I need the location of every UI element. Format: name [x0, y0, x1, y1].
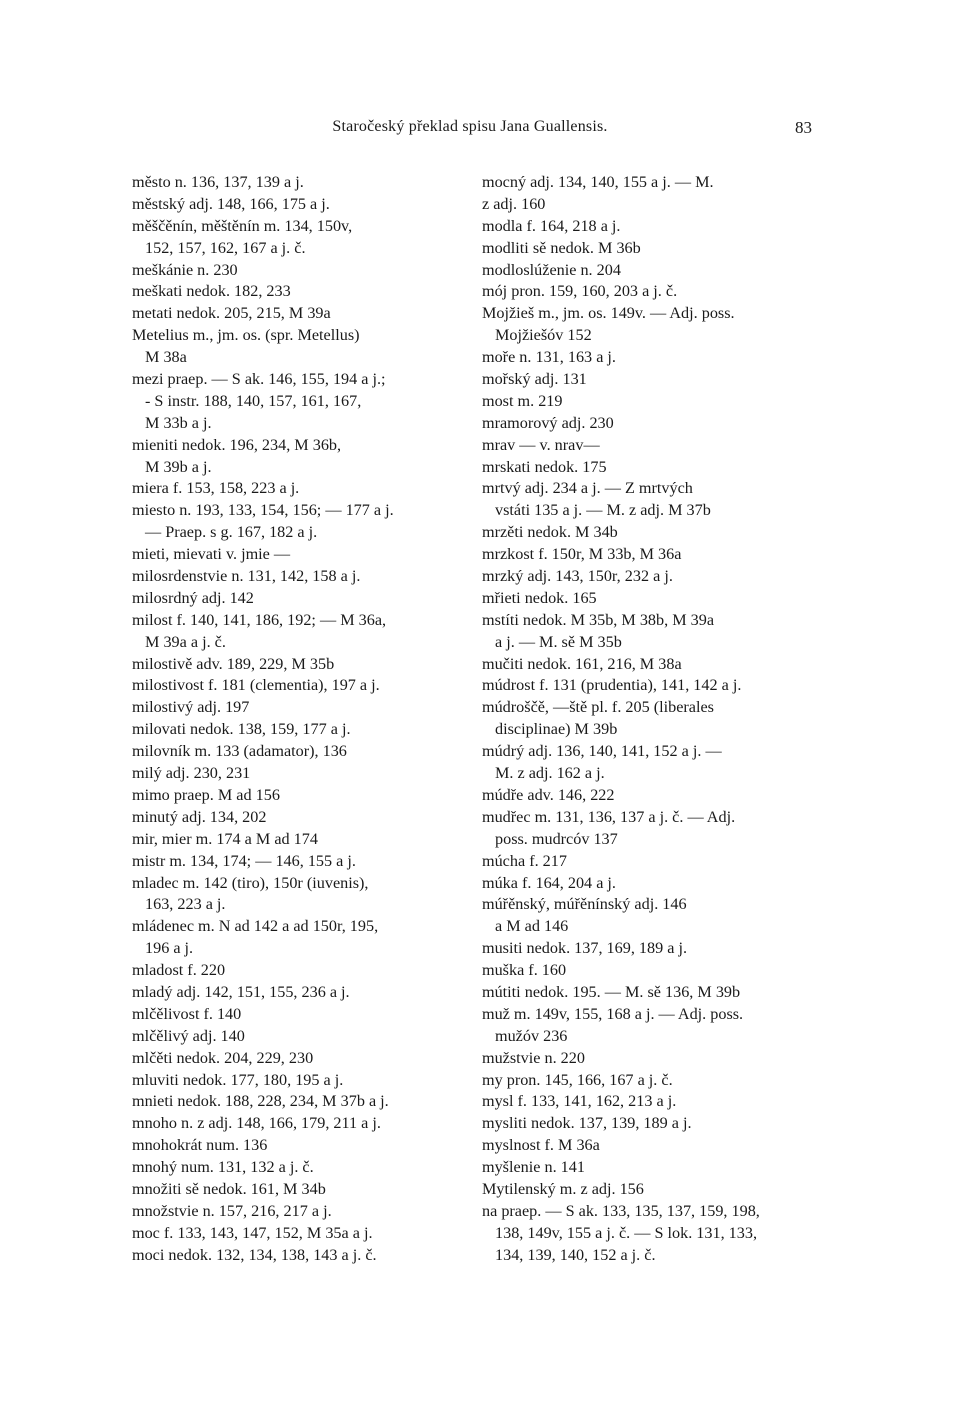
index-entry-line: M 38a [145, 348, 187, 367]
index-entry-line: milovník m. 133 (adamator), 136 [132, 742, 347, 761]
index-entry-line: M 33b a j. [145, 413, 212, 432]
index-entry-line: mocný adj. 134, 140, 155 a j. — M. [482, 173, 714, 191]
index-entry-line: mezi praep. — S ak. 146, 155, 194 a j.; [132, 370, 386, 389]
index-entry-line: mnieti nedok. 188, 228, 234, M 37b a j. [132, 1092, 389, 1111]
index-entry-line: z adj. 160 [482, 194, 546, 213]
page-number: 83 [795, 118, 812, 137]
index-entry-line: mrzěti nedok. M 34b [482, 523, 618, 542]
index-entry-line: M 39a a j. č. [145, 632, 226, 651]
index-entry-line: mir, mier m. 174 a M ad 174 [132, 829, 318, 848]
index-entry-line: městský adj. 148, 166, 175 a j. [132, 194, 330, 213]
index-entry-line: mladý adj. 142, 151, 155, 236 a j. [132, 982, 350, 1001]
index-entry-line: poss. mudrcóv 137 [495, 829, 618, 848]
index-entry-line: mudřec m. 131, 136, 137 a j. č. — Adj. [482, 807, 736, 826]
index-entry-line: my pron. 145, 166, 167 a j. č. [482, 1070, 673, 1089]
index-entry-line: mladost f. 220 [132, 961, 226, 980]
index-entry-line: mladec m. 142 (tiro), 150r (iuvenis), [132, 873, 369, 892]
index-entry-line: Metelius m., jm. os. (spr. Metellus) [132, 326, 360, 345]
index-entry-line: M 39b a j. [145, 457, 212, 476]
index-entry-line: mnoho n. z adj. 148, 166, 179, 211 a j. [132, 1114, 381, 1133]
index-entry-line: množstvie n. 157, 216, 217 a j. [132, 1201, 332, 1220]
index-entry-line: Mojžiešóv 152 [495, 326, 592, 345]
index-entry-line: - S instr. 188, 140, 157, 161, 167, [145, 391, 362, 410]
index-entry-line: M. z adj. 162 a j. [495, 764, 605, 783]
index-entry-line: múdře adv. 146, 222 [482, 785, 615, 804]
index-entry-line: meškánie n. 230 [132, 260, 238, 279]
index-entry-line: mrav — v. nrav— [482, 435, 600, 454]
index-entry-line: minutý adj. 134, 202 [132, 807, 267, 826]
index-entry-line: množiti sě nedok. 161, M 34b [132, 1179, 326, 1198]
index-entry-line: mrzký adj. 143, 150r, 232 a j. [482, 567, 673, 586]
index-entry-line: Mytilenský m. z adj. 156 [482, 1179, 644, 1198]
index-entry-line: múcha f. 217 [482, 851, 567, 870]
index-entry-line: mrzkost f. 150r, M 33b, M 36a [482, 545, 682, 564]
index-entry-line: muž m. 149v, 155, 168 a j. — Adj. poss. [482, 1004, 744, 1023]
index-entry-line: most m. 219 [482, 391, 563, 410]
page-header [120, 118, 820, 142]
index-entry-line: musiti nedok. 137, 169, 189 a j. [482, 939, 688, 958]
index-entry-line: mrtvý adj. 234 a j. — Z mrtvých [482, 479, 693, 498]
index-entry-line: milosrdenstvie n. 131, 142, 158 a j. [132, 567, 361, 586]
index-column-right [482, 172, 822, 1267]
index-entry-line: metati nedok. 205, 215, M 39a [132, 304, 331, 323]
index-entry-line: mnohý num. 131, 132 a j. č. [132, 1158, 314, 1177]
index-entry-line: mój pron. 159, 160, 203 a j. č. [482, 282, 678, 301]
index-entry-line: mlčělivost f. 140 [132, 1004, 242, 1023]
index-entry-line: mieti, mievati v. jmie — [132, 545, 291, 564]
index-entry-line: vstáti 135 a j. — M. z adj. M 37b [495, 501, 711, 520]
index-entry-line: miera f. 153, 158, 223 a j. [132, 479, 300, 498]
index-entry-line: mysl f. 133, 141, 162, 213 a j. [482, 1092, 677, 1111]
index-entry-line: mistr m. 134, 174; — 146, 155 a j. [132, 851, 356, 870]
index-entry-line: mrskati nedok. 175 [482, 457, 607, 476]
index-entry-line: modliti sě nedok. M 36b [482, 238, 641, 257]
index-entry-line: 138, 149v, 155 a j. č. — S lok. 131, 133, [495, 1223, 757, 1242]
index-entry-line: mořský adj. 131 [482, 370, 587, 389]
index-entry-line: Mojžieš m., jm. os. 149v. — Adj. poss. [482, 304, 735, 323]
index-entry-line: milostivý adj. 197 [132, 698, 250, 717]
index-entry-line: mládenec m. N ad 142 a ad 150r, 195, [132, 917, 379, 936]
index-entry-line: mlčěti nedok. 204, 229, 230 [132, 1048, 314, 1067]
index-entry-line: — Praep. s g. 167, 182 a j. [145, 523, 318, 542]
index-entry-line: moci nedok. 132, 134, 138, 143 a j. č. [132, 1245, 377, 1264]
index-entry-line: mužóv 236 [495, 1026, 568, 1045]
index-entry-line: myslnost f. M 36a [482, 1136, 600, 1155]
index-entry-line: modloslúženie n. 204 [482, 260, 621, 279]
index-entry-line: 163, 223 a j. [145, 895, 226, 914]
index-entry-line: modla f. 164, 218 a j. [482, 216, 621, 235]
index-entry-line: 152, 157, 162, 167 a j. č. [145, 238, 306, 257]
index-entry-line: mieniti nedok. 196, 234, M 36b, [132, 435, 342, 454]
index-entry-line: múka f. 164, 204 a j. [482, 873, 616, 892]
index-entry-line: moře n. 131, 163 a j. [482, 348, 616, 367]
index-entry-line: muška f. 160 [482, 961, 567, 980]
index-entry-line: myšlenie n. 141 [482, 1158, 585, 1177]
index-entry-line: mřieti nedok. 165 [482, 588, 597, 607]
index-entry-line: mužstvie n. 220 [482, 1048, 585, 1067]
index-entry-line: milosrdný adj. 142 [132, 588, 254, 607]
index-entry-line: na praep. — S ak. 133, 135, 137, 159, 198, [482, 1201, 760, 1220]
index-entry-line: mysliti nedok. 137, 139, 189 a j. [482, 1114, 692, 1133]
index-entry-line: múřěnský, múřěnínský adj. 146 [482, 895, 687, 914]
index-entry-line: múdrost f. 131 (prudentia), 141, 142 a j. [482, 676, 742, 695]
index-entry-line: múdrý adj. 136, 140, 141, 152 a j. — [482, 742, 722, 761]
index-entry-line: meškati nedok. 182, 233 [132, 282, 291, 301]
index-entry-line: milostivě adv. 189, 229, M 35b [132, 654, 335, 673]
index-entry-line: disciplinae) M 39b [495, 720, 618, 739]
index-column-left [132, 172, 472, 1267]
index-entry-line: mluviti nedok. 177, 180, 195 a j. [132, 1070, 344, 1089]
index-entry-line: 134, 139, 140, 152 a j. č. [495, 1245, 656, 1264]
index-entry-line: mlčělivý adj. 140 [132, 1026, 245, 1045]
index-entry-line: miesto n. 193, 133, 154, 156; — 177 a j. [132, 501, 394, 520]
index-entry-line: mnohokrát num. 136 [132, 1136, 268, 1155]
index-entry-line: a j. — M. sě M 35b [495, 632, 622, 651]
index-entry-line: mimo praep. M ad 156 [132, 785, 280, 804]
running-title: Staročeský překlad spisu Jana Guallensis. [332, 118, 608, 135]
index-entry-line: 196 a j. [145, 939, 194, 958]
index-entry-line: milovati nedok. 138, 159, 177 a j. [132, 720, 351, 739]
index-entry-line: mstíti nedok. M 35b, M 38b, M 39a [482, 610, 715, 629]
index-entry-line: mútiti nedok. 195. — M. sě 136, M 39b [482, 982, 741, 1001]
index-entry-line: mramorový adj. 230 [482, 413, 614, 432]
index-entry-line: moc f. 133, 143, 147, 152, M 35a a j. [132, 1223, 373, 1242]
index-entry-line: město n. 136, 137, 139 a j. [132, 173, 304, 191]
index-entry-line: měščěnín, měštěnín m. 134, 150v, [132, 216, 353, 235]
index-entry-line: a M ad 146 [495, 917, 569, 936]
index-entry-line: milostivost f. 181 (clementia), 197 a j. [132, 676, 380, 695]
index-entry-line: múdroščě, —ště pl. f. 205 (liberales [482, 698, 714, 717]
index-entry-line: mučiti nedok. 161, 216, M 38a [482, 654, 682, 673]
index-entry-line: milý adj. 230, 231 [132, 764, 251, 783]
index-entry-line: milost f. 140, 141, 186, 192; — M 36a, [132, 610, 387, 629]
